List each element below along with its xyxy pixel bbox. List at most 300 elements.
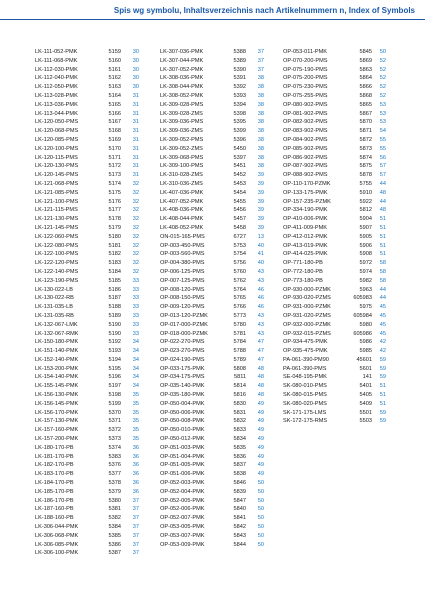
page-number: 51 xyxy=(379,224,386,231)
article-symbol: SK-080-015-PMS xyxy=(283,392,327,399)
article-number: 5835 xyxy=(233,444,246,451)
article-symbol: LK-151-140-PMK xyxy=(35,348,79,355)
page-number: 31 xyxy=(132,101,139,108)
index-row xyxy=(35,409,139,418)
index-row xyxy=(35,233,139,242)
article-number: 5160 xyxy=(108,57,121,64)
article-number: 5865 xyxy=(359,101,372,108)
article-symbol: LK-408-036-PMK xyxy=(160,207,204,214)
article-number: 5376 xyxy=(108,462,121,469)
page-number: 50 xyxy=(257,541,264,548)
page-number: 50 xyxy=(257,524,264,531)
article-number: 5841 xyxy=(233,515,246,522)
index-row xyxy=(160,286,264,295)
article-number: 5385 xyxy=(108,532,121,539)
article-symbol: LK-122-060-PMS xyxy=(35,233,79,240)
article-symbol: LK-131-035-RB xyxy=(35,312,74,319)
index-row xyxy=(35,48,139,57)
index-row xyxy=(283,294,386,303)
article-symbol: OP-931-020-PZMS xyxy=(283,312,331,319)
article-symbol: LK-183-170-PB xyxy=(35,471,74,478)
article-symbol: LK-122-120-PMS xyxy=(35,260,79,267)
page-number: 32 xyxy=(132,233,139,240)
index-row xyxy=(160,330,264,339)
article-number: 5401 xyxy=(359,383,372,390)
article-symbol: OP-009-120-PMS xyxy=(160,304,205,311)
index-row xyxy=(160,426,264,435)
page-number: 49 xyxy=(257,409,264,416)
article-symbol: LK-184-170-PB xyxy=(35,480,74,487)
index-row xyxy=(35,435,139,444)
article-number: 5788 xyxy=(233,348,246,355)
article-symbol: LK-309-068-PMS xyxy=(160,154,204,161)
article-symbol: OP-935-475-PMK xyxy=(283,348,328,355)
article-number: 5451 xyxy=(233,163,246,170)
article-number: 5189 xyxy=(108,312,121,319)
index-row xyxy=(35,242,139,251)
page-number: 51 xyxy=(379,392,386,399)
article-symbol: OP-033-175-PMK xyxy=(160,365,205,372)
page-number: 42 xyxy=(379,339,386,346)
page-number: 50 xyxy=(257,506,264,513)
page-number: 33 xyxy=(132,330,139,337)
article-number: 5169 xyxy=(108,136,121,143)
page-number: 43 xyxy=(257,312,264,319)
index-row xyxy=(283,250,386,259)
index-row xyxy=(35,365,139,374)
page-number: 38 xyxy=(257,154,264,161)
article-symbol: OP-052-007-PMK xyxy=(160,515,205,522)
index-row xyxy=(160,338,264,347)
article-symbol: OP-075-230-PMS xyxy=(283,84,328,91)
article-number: 5188 xyxy=(108,304,121,311)
article-symbol: OP-772-180-PB xyxy=(283,268,323,275)
article-number: 5392 xyxy=(233,84,246,91)
article-symbol: LK-132-067-RMK xyxy=(35,330,79,337)
article-symbol: OP-082-902-PMS xyxy=(283,119,328,126)
page-number: 36 xyxy=(132,453,139,460)
article-number: 6727 xyxy=(233,233,246,240)
article-symbol: OP-771-180-PB xyxy=(283,260,323,267)
index-row xyxy=(283,189,386,198)
article-symbol: LK-113-036-PMK xyxy=(35,101,78,108)
page-number: 44 xyxy=(379,198,386,205)
article-number: 5870 xyxy=(359,119,372,126)
article-number: 5830 xyxy=(233,400,246,407)
index-row xyxy=(35,57,139,66)
page-number: 48 xyxy=(257,374,264,381)
page-number: 50 xyxy=(257,488,264,495)
index-row xyxy=(160,488,264,497)
article-symbol: LK-182-170-PB xyxy=(35,462,74,469)
index-row xyxy=(160,435,264,444)
article-symbol: OP-006-125-PMS xyxy=(160,268,205,275)
page-number: 58 xyxy=(379,277,386,284)
page-number: 43 xyxy=(257,268,264,275)
article-number: 5871 xyxy=(359,128,372,135)
page-number: 32 xyxy=(132,260,139,267)
page-number: 47 xyxy=(257,356,264,363)
index-row xyxy=(35,330,139,339)
page-number: 49 xyxy=(257,436,264,443)
page-number: 59 xyxy=(379,418,386,425)
article-number: 5789 xyxy=(233,356,246,363)
page-number: 51 xyxy=(379,242,386,249)
article-symbol: LK-112-040-PMK xyxy=(35,75,78,82)
index-row xyxy=(283,180,386,189)
page-number: 44 xyxy=(379,295,386,302)
index-row xyxy=(35,145,139,154)
article-number: 5980 xyxy=(359,321,372,328)
article-symbol: OP-084-902-PMS xyxy=(283,136,328,143)
article-symbol: LK-121-100-PMS xyxy=(35,198,79,205)
index-row xyxy=(160,57,264,66)
index-row xyxy=(160,373,264,382)
page-number: 32 xyxy=(132,189,139,196)
article-symbol: LK-309-036-PMS xyxy=(160,119,204,126)
page-number: 32 xyxy=(132,180,139,187)
page-number: 38 xyxy=(257,119,264,126)
page-number: 38 xyxy=(257,101,264,108)
index-row xyxy=(283,66,386,75)
article-number: 5174 xyxy=(108,180,121,187)
index-row xyxy=(160,206,264,215)
article-symbol: LK-131-035-LB xyxy=(35,304,73,311)
index-row xyxy=(35,206,139,215)
index-row xyxy=(35,347,139,356)
page-number: 51 xyxy=(379,233,386,240)
index-row xyxy=(35,162,139,171)
article-number: 5907 xyxy=(359,224,372,231)
article-symbol: LK-121-085-PMS xyxy=(35,189,79,196)
article-symbol: LK-153-200-PMK xyxy=(35,365,79,372)
index-row xyxy=(35,338,139,347)
article-symbol: OP-773-180-PB xyxy=(283,277,323,284)
article-number: 605986 xyxy=(353,330,372,337)
article-number: 5780 xyxy=(233,321,246,328)
article-symbol: LK-157-160-PMK xyxy=(35,427,79,434)
article-symbol: OP-075-255-PMS xyxy=(283,92,328,99)
article-symbol: OP-087-902-PMS xyxy=(283,163,328,170)
article-number: 5755 xyxy=(359,180,372,187)
page-number: 39 xyxy=(257,172,264,179)
page-number: 48 xyxy=(379,207,386,214)
page-number: 44 xyxy=(379,180,386,187)
page-number: 36 xyxy=(132,462,139,469)
article-number: 5396 xyxy=(233,136,246,143)
page-number: 37 xyxy=(257,49,264,55)
page-number: 30 xyxy=(132,84,139,91)
page-number: 31 xyxy=(132,163,139,170)
article-number: 5904 xyxy=(359,216,372,223)
article-number: 5867 xyxy=(359,110,372,117)
article-symbol: LK-122-100-PMS xyxy=(35,251,79,258)
article-symbol: LK-309-036-ZMS xyxy=(160,128,203,135)
index-row xyxy=(160,400,264,409)
page-number: 32 xyxy=(132,216,139,223)
page-header: Spis wg symbolu, Inhaltsverzeichnis nach Artikelnummern n, Index of Symbols xyxy=(113,6,415,15)
index-row xyxy=(283,303,386,312)
index-row xyxy=(160,479,264,488)
page-number: 31 xyxy=(132,145,139,152)
article-symbol: LK-122-080-PMS xyxy=(35,242,79,249)
index-row xyxy=(160,250,264,259)
page-number: 52 xyxy=(379,75,386,82)
page-number: 34 xyxy=(132,374,139,381)
article-symbol: OP-008-120-PMS xyxy=(160,286,205,293)
page-number: 31 xyxy=(132,154,139,161)
index-row xyxy=(283,330,386,339)
index-row xyxy=(160,382,264,391)
index-row xyxy=(160,303,264,312)
article-number: 5453 xyxy=(233,180,246,187)
index-row xyxy=(283,417,386,426)
index-row xyxy=(160,189,264,198)
page-number: 36 xyxy=(132,444,139,451)
article-symbol: OP-008-150-PMS xyxy=(160,295,205,302)
page-number: 32 xyxy=(132,251,139,258)
index-row xyxy=(35,277,139,286)
page-number: 59 xyxy=(379,365,386,372)
article-symbol: OP-051-005-PMK xyxy=(160,462,205,469)
article-symbol: OP-157-235-PZMK xyxy=(283,198,331,205)
page-number: 13 xyxy=(257,233,264,240)
article-symbol: PA-061-390-PM90 xyxy=(283,356,329,363)
page-number: 58 xyxy=(379,260,386,267)
article-number: 5766 xyxy=(233,304,246,311)
index-row xyxy=(35,382,139,391)
index-row xyxy=(35,66,139,75)
page-number: 31 xyxy=(132,136,139,143)
index-row xyxy=(160,277,264,286)
article-number: 5974 xyxy=(359,268,372,275)
page-number: 50 xyxy=(257,532,264,539)
index-row xyxy=(35,532,139,541)
page-number: 48 xyxy=(257,365,264,372)
index-row xyxy=(35,417,139,426)
article-number: 5982 xyxy=(359,277,372,284)
article-symbol: ON-015-165-PMS xyxy=(160,233,205,240)
index-row xyxy=(160,198,264,207)
article-number: 5167 xyxy=(108,119,121,126)
index-row xyxy=(160,242,264,251)
page-number: 35 xyxy=(132,400,139,407)
page-number: 37 xyxy=(132,497,139,504)
page-number: 30 xyxy=(132,49,139,55)
index-row xyxy=(283,338,386,347)
index-row xyxy=(283,365,386,374)
article-number: 5863 xyxy=(359,66,372,73)
index-row xyxy=(283,259,386,268)
article-symbol: LK-120-068-PMS xyxy=(35,128,79,135)
article-symbol: OP-035-140-PMK xyxy=(160,383,205,390)
index-row xyxy=(35,110,139,119)
index-row xyxy=(160,154,264,163)
index-row xyxy=(35,488,139,497)
article-symbol: LK-307-052-PMK xyxy=(160,66,204,73)
article-number: 5781 xyxy=(233,330,246,337)
article-symbol: LK-113-028-PMK xyxy=(35,92,78,99)
article-symbol: OP-053-007-PMK xyxy=(160,532,205,539)
article-symbol: OP-930-020-PZMS xyxy=(283,295,331,302)
article-number: 5864 xyxy=(359,75,372,82)
index-row xyxy=(283,206,386,215)
article-symbol: LK-120-085-PMS xyxy=(35,136,79,143)
index-row xyxy=(283,48,386,57)
article-number: 5190 xyxy=(108,330,121,337)
article-number: 5379 xyxy=(108,488,121,495)
index-row xyxy=(160,417,264,426)
article-number: 5159 xyxy=(108,49,121,55)
article-number: 5162 xyxy=(108,75,121,82)
article-symbol: OP-034-175-PMS xyxy=(160,374,205,381)
index-row xyxy=(160,118,264,127)
article-symbol: LK-156-170-PMK xyxy=(35,409,79,416)
article-number: 5811 xyxy=(233,374,246,381)
index-row xyxy=(283,321,386,330)
article-symbol: OP-007-125-PMS xyxy=(160,277,205,284)
article-number: 5390 xyxy=(233,66,246,73)
page-number: 43 xyxy=(257,330,264,337)
article-symbol: OP-080-902-PMS xyxy=(283,101,328,108)
page-number: 40 xyxy=(257,242,264,249)
article-symbol: OP-013-120-PZMK xyxy=(160,312,208,319)
article-symbol: LK-308-052-PMK xyxy=(160,92,204,99)
article-number: 5832 xyxy=(233,418,246,425)
article-number: 5175 xyxy=(108,189,121,196)
article-number: 5972 xyxy=(359,260,372,267)
page-number: 32 xyxy=(132,268,139,275)
article-symbol: OP-932-000-PZMK xyxy=(283,321,331,328)
article-symbol: LK-188-160-PB xyxy=(35,515,74,522)
article-number: 5975 xyxy=(359,304,372,311)
article-symbol: LK-121-068-PMS xyxy=(35,180,79,187)
index-row xyxy=(283,268,386,277)
article-symbol: LK-130-022-RB xyxy=(35,295,74,302)
index-row xyxy=(35,250,139,259)
article-number: 5454 xyxy=(233,189,246,196)
article-number: 5180 xyxy=(108,233,121,240)
article-symbol: OP-075-190-PMS xyxy=(283,66,328,73)
article-symbol: OP-050-008-PMK xyxy=(160,418,205,425)
article-symbol: OP-934-475-PMK xyxy=(283,339,328,346)
article-number: 45601 xyxy=(356,356,372,363)
page-number: 55 xyxy=(379,136,386,143)
article-symbol: LK-306-085-PMK xyxy=(35,541,79,548)
page-number: 45 xyxy=(379,330,386,337)
index-row xyxy=(160,180,264,189)
article-symbol: OP-411-009-PMK xyxy=(283,224,328,231)
article-number: 5869 xyxy=(359,57,372,64)
index-row xyxy=(160,365,264,374)
page-number: 34 xyxy=(132,365,139,372)
page-number: 37 xyxy=(132,524,139,531)
article-symbol: OP-930-000-PZMK xyxy=(283,286,331,293)
article-number: 5764 xyxy=(233,286,246,293)
article-number: 5187 xyxy=(108,295,121,302)
article-symbol: OP-023-270-PMS xyxy=(160,348,205,355)
article-symbol: LK-309-100-PMS xyxy=(160,163,204,170)
index-row xyxy=(35,391,139,400)
page-number: 33 xyxy=(132,312,139,319)
page-number: 57 xyxy=(379,172,386,179)
page-number: 38 xyxy=(257,136,264,143)
page-number: 36 xyxy=(132,471,139,478)
article-number: 5391 xyxy=(233,75,246,82)
article-symbol: LK-408-052-PMK xyxy=(160,224,204,231)
article-symbol: LK-121-115-PMS xyxy=(35,207,78,214)
index-row xyxy=(160,470,264,479)
article-number: 5812 xyxy=(359,207,372,214)
article-number: 5186 xyxy=(108,286,121,293)
article-number: 5457 xyxy=(233,216,246,223)
index-row xyxy=(160,136,264,145)
page-number: 43 xyxy=(257,321,264,328)
article-number: 5872 xyxy=(359,136,372,143)
article-number: 5380 xyxy=(108,497,121,504)
article-symbol: LK-111-052-PMK xyxy=(35,49,78,55)
page-number: 31 xyxy=(132,128,139,135)
index-row xyxy=(35,400,139,409)
article-symbol: LK-120-115-PMS xyxy=(35,154,78,161)
index-row xyxy=(160,83,264,92)
article-symbol: LK-112-050-PMK xyxy=(35,84,78,91)
article-number: 5784 xyxy=(233,339,246,346)
article-number: 5373 xyxy=(108,436,121,443)
article-number: 5398 xyxy=(233,110,246,117)
article-number: 5172 xyxy=(108,163,121,170)
article-symbol: OP-053-011-PMK xyxy=(283,49,328,55)
article-number: 141 xyxy=(362,374,372,381)
article-number: 5814 xyxy=(233,383,246,390)
article-number: 5450 xyxy=(233,145,246,152)
article-symbol: OP-004-380-PMS xyxy=(160,260,205,267)
article-symbol: OP-334-190-PMK xyxy=(283,207,328,214)
article-symbol: OP-412-012-PMK xyxy=(283,233,328,240)
article-number: 5394 xyxy=(233,101,246,108)
article-symbol: LK-407-036-PMK xyxy=(160,189,204,196)
article-number: 5161 xyxy=(108,66,121,73)
article-number: 5503 xyxy=(359,418,372,425)
article-symbol: OP-050-004-PMK xyxy=(160,400,205,407)
article-number: 5387 xyxy=(108,550,121,557)
article-number: 5163 xyxy=(108,84,121,91)
article-number: 5756 xyxy=(233,260,246,267)
page-number: 38 xyxy=(257,145,264,152)
page-number: 44 xyxy=(379,286,386,293)
article-number: 5164 xyxy=(108,92,121,99)
page-number: 49 xyxy=(257,462,264,469)
index-row xyxy=(35,118,139,127)
index-row xyxy=(283,101,386,110)
page-number: 50 xyxy=(379,49,386,55)
page-number: 42 xyxy=(379,348,386,355)
index-row xyxy=(35,198,139,207)
page-number: 46 xyxy=(257,304,264,311)
article-symbol: OP-083-902-PMS xyxy=(283,128,328,135)
page-number: 35 xyxy=(132,418,139,425)
index-row xyxy=(160,312,264,321)
index-row xyxy=(160,409,264,418)
page-number: 35 xyxy=(132,409,139,416)
page-number: 31 xyxy=(132,119,139,126)
article-number: 5181 xyxy=(108,242,121,249)
article-symbol: LK-123-190-PMS xyxy=(35,277,79,284)
index-row xyxy=(35,303,139,312)
page-number: 48 xyxy=(379,189,386,196)
article-number: 5395 xyxy=(233,119,246,126)
article-symbol: OP-051-006-PMK xyxy=(160,471,205,478)
